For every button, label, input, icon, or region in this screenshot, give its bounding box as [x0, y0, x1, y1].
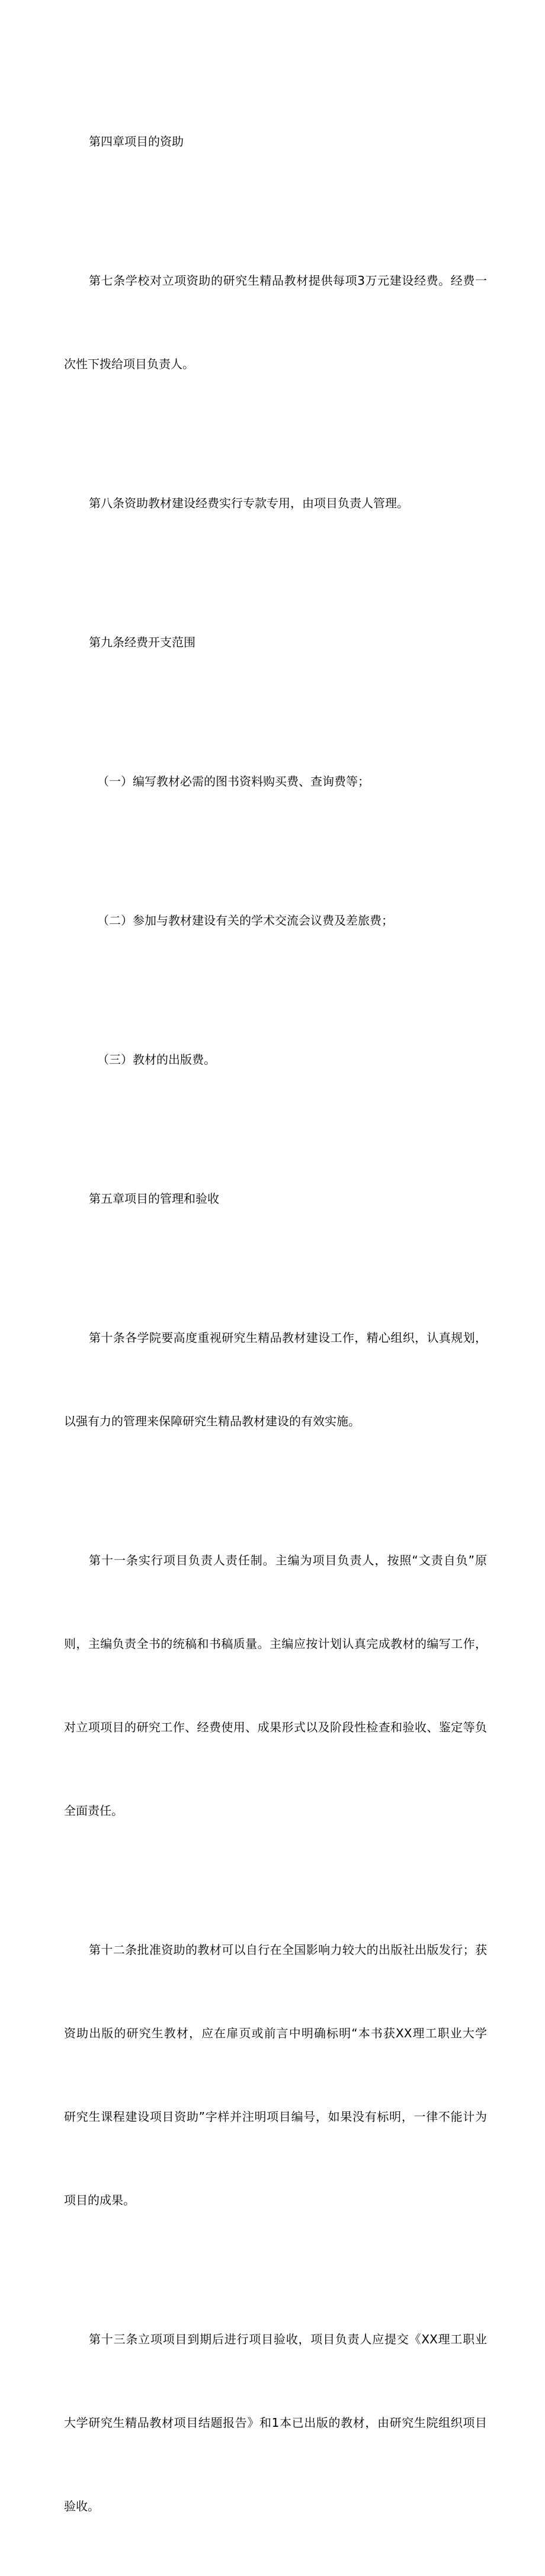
text-line: 验收。	[64, 2499, 100, 2513]
article-paragraph	[64, 434, 487, 573]
text-line: 对立项项目的研究工作、经费使用、成果形式以及阶段性检查和验收、鉴定等负	[64, 1720, 487, 1734]
list-item	[64, 851, 487, 990]
text-line: 大学研究生精品教材项目结题报告》和1本已出版的教材，由研究生院组织项目	[64, 2416, 487, 2430]
text-line: （二）参加与教材建设有关的学术交流会议费及差旅费；	[97, 913, 393, 928]
text-line: 项目的成果。	[64, 2193, 135, 2207]
list-item	[64, 990, 487, 1129]
text-line: （三）教材的出版费。	[97, 1052, 216, 1067]
chapter-heading	[64, 1129, 487, 1268]
text-line: 第五章项目的管理和验收	[89, 1192, 219, 1206]
text-line: 第十条各学院要高度重视研究生精品教材建设工作，精心组织，认真规划，	[89, 1331, 487, 1345]
text-line: 研究生课程建设项目资助”字样并注明项目编号，如果没有标明，一律不能计为	[64, 2110, 487, 2124]
text-line: 第九条经费开支范围	[89, 635, 195, 649]
text-line: 资助出版的研究生教材，应在扉页或前言中明确标明“本书获XX理工职业大学	[64, 2026, 487, 2040]
text-line: 第八条资助教材建设经费实行专款专用，由项目负责人管理。	[89, 496, 409, 510]
text-line: 则，主编负责全书的统稿和书稿质量。主编应按计划认真完成教材的编写工作，	[64, 1637, 487, 1651]
text-line: 第四章项目的资助	[89, 134, 184, 149]
text-line: 次性下拨给项目负责人。	[64, 357, 194, 371]
article-paragraph	[64, 1268, 487, 1491]
text-line: 全面责任。	[64, 1804, 123, 1818]
article-paragraph	[64, 1491, 487, 1881]
article-paragraph	[64, 2270, 487, 2576]
article-paragraph	[64, 211, 487, 434]
article-paragraph	[64, 1881, 487, 2270]
text-line: 第七条学校对立项资助的研究生精品教材提供每项3万元建设经费。经费一	[89, 273, 487, 288]
text-line: （一）编写教材必需的图书资料购买费、查询费等；	[97, 774, 370, 788]
text-line: 第十三条立项项目到期后进行项目验收，项目负责人应提交《XX理工职业	[89, 2332, 487, 2346]
list-item	[64, 712, 487, 851]
text-line: 第十二条批准资助的教材可以自行在全国影响力较大的出版社出版发行；获	[89, 1943, 487, 1957]
text-line: 第十一条实行项目负责人责任制。主编为项目负责人，按照“文责自负”原	[89, 1553, 487, 1567]
text-line: 以强有力的管理来保障研究生精品教材建设的有效实施。	[64, 1414, 360, 1428]
document-page	[64, 72, 487, 2576]
chapter-heading	[64, 72, 487, 211]
article-paragraph	[64, 573, 487, 712]
